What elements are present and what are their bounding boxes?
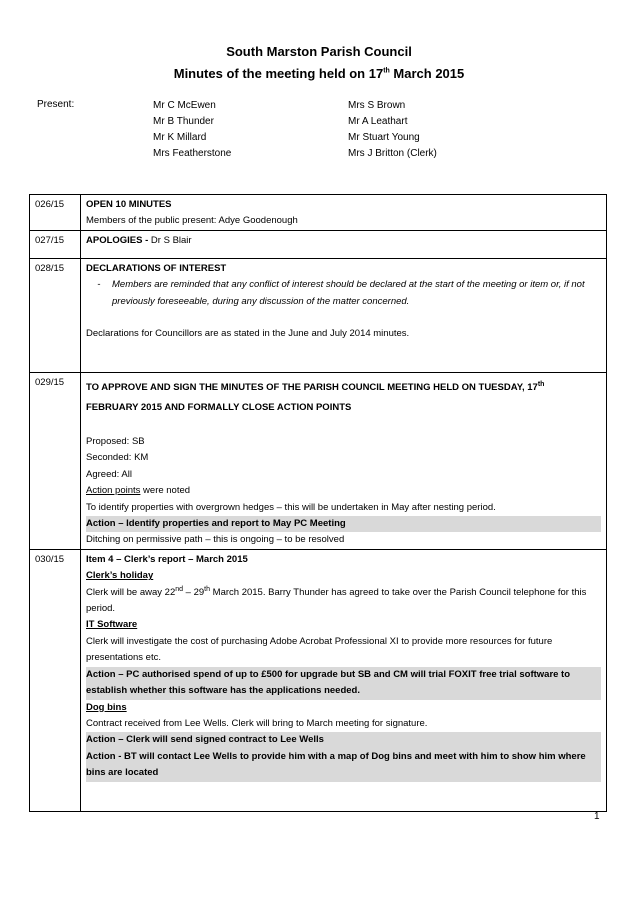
attendee: Mr K Millard bbox=[153, 132, 207, 143]
item-heading bbox=[86, 378, 601, 418]
item-text: Agreed: All bbox=[86, 468, 132, 480]
item-text-part: were noted bbox=[140, 485, 191, 497]
text-sup: nd bbox=[175, 585, 184, 593]
attendee: Mr C McEwen bbox=[153, 100, 216, 111]
attendees-column-1 bbox=[153, 98, 231, 162]
text-part: March 2015. Barry Thunder has agreed to take over the Parish Council telephone for this period. bbox=[86, 586, 587, 615]
attendees-column-2 bbox=[348, 98, 437, 162]
item-ref: 027/15 bbox=[30, 231, 81, 259]
item-text: Seconded: KM bbox=[86, 452, 149, 464]
item-text: Contract received from Lee Wells. Clerk will bring to March meeting for signature. bbox=[86, 717, 428, 729]
item-body bbox=[81, 373, 607, 550]
item-heading: APOLOGIES - bbox=[86, 235, 149, 246]
council-title: South Marston Parish Council bbox=[226, 44, 412, 59]
attendee: Mr B Thunder bbox=[153, 116, 214, 127]
item-text: Members of the public present: Adye Goodenough bbox=[86, 215, 298, 227]
minutes-title bbox=[0, 66, 638, 81]
table-row bbox=[30, 549, 607, 811]
item-text bbox=[86, 585, 601, 618]
attendee: Mr A Leathart bbox=[348, 116, 408, 127]
table-row bbox=[30, 373, 607, 550]
minutes-table bbox=[29, 194, 607, 812]
subheading: IT Software bbox=[86, 619, 138, 631]
subheading: Clerk’s holiday bbox=[86, 570, 154, 582]
bullet-dash: - bbox=[97, 279, 101, 291]
item-text: Clerk will investigate the cost of purchasing Adobe Acrobat Professional XI to provide more resources for future presentations etc. bbox=[86, 635, 553, 664]
present-label: Present: bbox=[37, 99, 75, 110]
text-part: Clerk will be away 22 bbox=[86, 586, 176, 598]
item-heading: OPEN 10 MINUTES bbox=[86, 199, 172, 210]
text-part: – 29 bbox=[183, 586, 205, 598]
item-text: Dr S Blair bbox=[148, 235, 192, 246]
heading-part: FEBRUARY 2015 AND FORMALLY CLOSE ACTION POINTS bbox=[86, 402, 352, 413]
item-ref: 030/15 bbox=[30, 549, 81, 811]
item-text: Ditching on permissive path – this is ongoing – to be resolved bbox=[86, 534, 345, 546]
item-ref: 026/15 bbox=[30, 195, 81, 231]
item-body bbox=[81, 549, 607, 811]
item-body bbox=[81, 195, 607, 231]
attendee: Mrs S Brown bbox=[348, 100, 406, 111]
item-body bbox=[81, 231, 607, 259]
attendee: Mrs J Britton (Clerk) bbox=[348, 148, 437, 159]
item-text bbox=[86, 483, 601, 499]
item-body bbox=[81, 259, 607, 373]
item-ref: 029/15 bbox=[30, 373, 81, 550]
table-row bbox=[30, 259, 607, 373]
action-line: Action – Identify properties and report to May PC Meeting bbox=[86, 516, 601, 532]
table-row bbox=[30, 195, 607, 231]
heading-sup: th bbox=[537, 380, 545, 388]
minutes-title-sup: th bbox=[383, 67, 390, 75]
attendee: Mr Stuart Young bbox=[348, 132, 420, 143]
item-heading: Item 4 – Clerk’s report – March 2015 bbox=[86, 553, 248, 565]
text-sup: th bbox=[204, 585, 211, 593]
page-number: 1 bbox=[594, 811, 600, 822]
action-points-link: Action points bbox=[86, 485, 141, 497]
action-line: Action - BT will contact Lee Wells to provide him with a map of Dog bins and meet with him to show him where bins are located bbox=[86, 749, 601, 782]
item-text: Declarations for Councillors are as stated in the June and July 2014 minutes. bbox=[86, 328, 410, 340]
attendee: Mrs Featherstone bbox=[153, 148, 232, 159]
bullet-point bbox=[86, 277, 601, 310]
item-ref: 028/15 bbox=[30, 259, 81, 373]
subheading: Dog bins bbox=[86, 701, 127, 713]
bullet-text: Members are reminded that any conflict of interest should be declared at the start of the meeting or item or, if not previously foreseeable, during any discussion of the matter concerned. bbox=[112, 279, 585, 307]
minutes-title-suffix: March 2015 bbox=[389, 66, 465, 81]
item-heading: DECLARATIONS OF INTEREST bbox=[86, 263, 227, 274]
action-line: Action – PC authorised spend of up to £500 for upgrade but SB and CM will trial FOXIT free trial software to establish whether this software has the applications needed. bbox=[86, 667, 601, 700]
item-text: To identify properties with overgrown hedges – this will be undertaken in May after nesting period. bbox=[86, 501, 496, 513]
table-row bbox=[30, 231, 607, 259]
action-line: Action – Clerk will send signed contract to Lee Wells bbox=[86, 732, 601, 748]
heading-part: TO APPROVE AND SIGN THE MINUTES OF THE PARISH COUNCIL MEETING HELD ON TUESDAY, 17 bbox=[86, 382, 538, 393]
item-text: Proposed: SB bbox=[86, 436, 145, 447]
minutes-title-prefix: Minutes of the meeting held on 17 bbox=[173, 66, 384, 81]
